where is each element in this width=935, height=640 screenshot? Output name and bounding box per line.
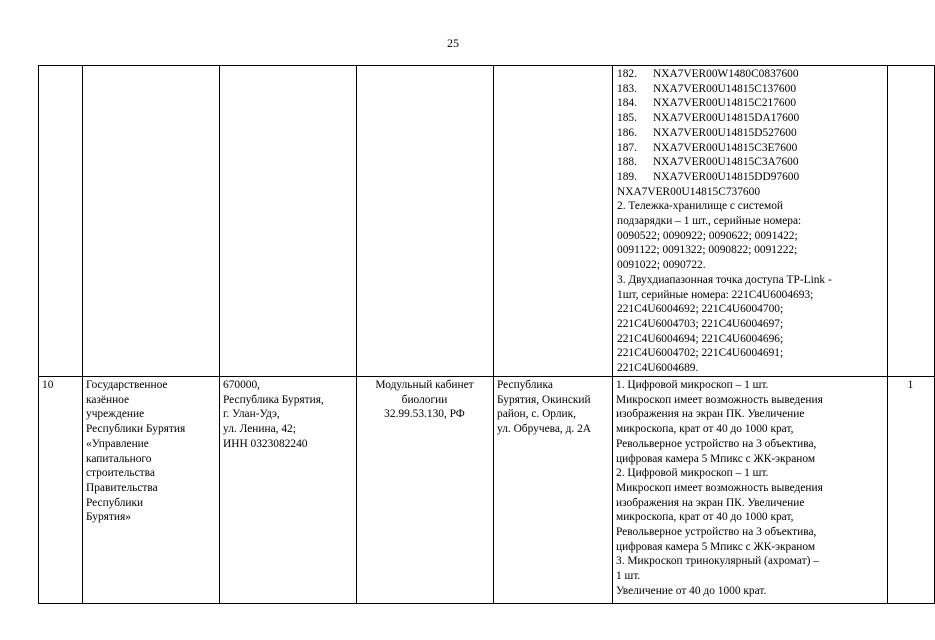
text-line: 0091022; 0090722.: [617, 259, 706, 272]
row-number: 10: [39, 377, 83, 604]
organization-name: Государственное казённое учреждение Республики Бурятия «Управление капитального строительства Правительства Республики Бурятия»: [83, 377, 220, 604]
serial-line: 182. NXA7VER00W1480C0837600: [617, 68, 799, 80]
text-line: 221C4U6004692; 221C4U6004700;: [617, 303, 784, 316]
cell-number: [39, 66, 83, 377]
serial-line: 188. NXA7VER00U14815C3A7600: [617, 156, 799, 169]
text-line: NXA7VER00U14815C737600: [617, 185, 761, 198]
text-line: 2. Тележка-хранилище с системой: [617, 200, 784, 213]
description-text: [617, 185, 883, 376]
cell-equipment: [357, 66, 494, 377]
equipment-description: 1. Цифровой микроскоп – 1 шт. Микроскоп имеет возможность выведения изображения на экран ПК. Увеличение микроскопа, крат от 40 до 1000 крат, Револьверное устройство на 3 объектива, цифровая камера 5 Мпикс с ЖК-экраном 2. Цифровой микроскоп – 1 шт. Микроскоп имеет возможность выведения изображения на экран ПК. Увеличение микроскопа, крат от 40 до 1000 крат, Револьверное устройство на 3 объектива, цифровая камера 5 Мпикс с ЖК-экраном 3. Микроскоп тринокулярный (ахромат) – 1 шт. Увеличение от 40 до 1000 крат.: [613, 377, 888, 604]
serial-line: 186. NXA7VER00U14815D527600: [617, 126, 797, 139]
cell-organization: [83, 66, 220, 377]
cell-quantity: [888, 66, 935, 377]
text-line: 0090522; 0090922; 0090622; 0091422;: [617, 229, 798, 242]
page-number: 25: [447, 36, 459, 50]
organization-address: 670000, Республика Бурятия, г. Улан-Удэ, ул. Ленина, 42; ИНН 0323082240: [220, 377, 357, 604]
installation-location: Республика Бурятия, Окинский район, с. Орлик, ул. Обручева, д. 2А: [494, 377, 613, 604]
serial-line: 183. NXA7VER00U14815C137600: [617, 82, 797, 95]
text-line: 221C4U6004694; 221C4U6004696;: [617, 332, 784, 345]
table-row: [39, 377, 935, 604]
cell-location: [494, 66, 613, 377]
serial-line: 185. NXA7VER00U14815DA17600: [617, 112, 800, 125]
registry-table: [38, 65, 935, 604]
text-line: 1шт, серийные номера: 221C4U6004693;: [617, 288, 814, 301]
serial-line: 184. NXA7VER00U14815C217600: [617, 97, 797, 110]
text-line: подзарядки – 1 шт., серийные номера:: [617, 215, 802, 228]
table-row-continuation: [39, 66, 935, 377]
serial-line: 189. NXA7VER00U14815DD97600: [617, 170, 800, 183]
cell-address: [220, 66, 357, 377]
serial-line: 187. NXA7VER00U14815C3E7600: [617, 141, 798, 154]
serial-list: [617, 67, 883, 185]
cell-description: [613, 66, 888, 377]
equipment-name: Модульный кабинет биологии 32.99.53.130, РФ: [357, 377, 494, 604]
text-line: 0091122; 0091322; 0090822; 0091222;: [617, 244, 798, 257]
text-line: 221C4U6004703; 221C4U6004697;: [617, 317, 784, 330]
quantity: 1: [888, 377, 935, 604]
text-line: 3. Двухдиапазонная точка доступа TP-Link -: [617, 273, 832, 286]
text-line: 221C4U6004702; 221C4U6004691;: [617, 347, 784, 360]
text-line: 221C4U6004689.: [617, 362, 699, 375]
